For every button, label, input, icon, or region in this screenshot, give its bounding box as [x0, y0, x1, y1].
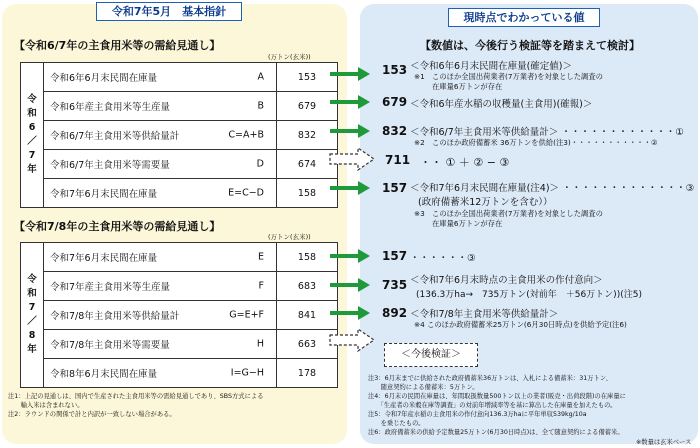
right-note: 注5：令和7年産水稲の主食用米の作付意向136.3万haに平年単収539kg/10a — [368, 411, 587, 418]
section2-unit: (万トン(玄米)) — [268, 233, 311, 241]
left-note-1: 注1：上記の見通しは、国内で生産された主食用米等の需給見通しであり、SBS方式による — [8, 393, 264, 400]
row-label: 令和7年6月末民間在庫量 E — [44, 243, 277, 272]
table-row — [21, 301, 338, 330]
arrow-head-icon — [358, 181, 370, 195]
item-note: ※1 このほか全国出荷業者(7万業者)を対象とした調査の — [414, 72, 603, 81]
right-note: 随意契約による備蓄米：5万トン。 — [368, 384, 479, 391]
row-value: 153 — [277, 63, 338, 92]
left-note-3: 注2：ラウンドの関係で計と内訳が一致しない場合がある。 — [8, 411, 176, 418]
right-note: 「生産者の米穀在庫等調査」の対前年増減率等を基に算出した在庫量を加えたもの。 — [368, 402, 617, 409]
item-subtext: (政府備蓄米12万トンを含む）） — [418, 197, 553, 208]
arrow — [330, 254, 360, 258]
item-text: ＜令和7年6月末時点の主食用米の作付意向＞ — [410, 275, 603, 286]
right-note: 注3：6月末までに供給された政府備蓄米36万トンは、入札による備蓄米：31万トン、 — [368, 375, 612, 382]
arrow-head-icon — [358, 249, 370, 263]
right-footer: ※数量は玄米ベース — [636, 439, 692, 446]
future-review-box — [384, 343, 478, 367]
item-text: ＜令和7/8年主食用米等供給量計＞ — [410, 309, 559, 320]
arrow-head-icon — [358, 67, 370, 81]
value-157-b: 157 — [382, 249, 408, 263]
row-value: 158 — [277, 179, 338, 208]
vertical-year-label: 令 和 6 ／ 7 年 — [21, 63, 44, 208]
arrow — [330, 72, 360, 76]
item-text: ＜令和6年産水稲の収穫量(主食用)(確報)＞ — [410, 99, 593, 110]
row-label: 令和7年産主食用米等生産量 F — [44, 272, 277, 301]
item-note: ※2 このほか政府備蓄米 36万トンを供給(注3)・・・・・・・・・・・② — [414, 138, 658, 147]
item-subtext: (136.3万ha→ 735万トン(対前年 ＋56万トン))(注5) — [416, 290, 642, 300]
right-note: を乗じたもの。 — [368, 420, 425, 427]
dashed-arrow-icon — [328, 146, 376, 172]
row-value: 158 — [277, 243, 338, 272]
section2-title: 【令和7/8年の主食用米等の需給見通し】 — [14, 220, 221, 233]
row-value: 679 — [277, 92, 338, 121]
value-157: 157 — [382, 181, 408, 195]
row-label: 令和6/7年主食用米等需要量 D — [44, 150, 277, 179]
row-label: 令和8年6月末民間在庫量 I=G−H — [44, 359, 277, 388]
row-value: 683 — [277, 272, 338, 301]
item-note: 在庫量6万トンが存在 — [432, 219, 503, 228]
table-row — [21, 92, 338, 121]
value-832: 832 — [382, 124, 408, 138]
arrow-head-icon — [358, 124, 370, 138]
item-note: 在庫量6万トンが存在 — [432, 82, 503, 91]
item-text: ＜令和7年6月末民間在庫量(注4)＞ ・・・・・・・・・・・・・③ — [410, 183, 695, 194]
table-row — [21, 359, 338, 388]
future-review-label: ＜今後検証＞ — [401, 349, 461, 360]
left-header: 令和7年5月 基本指針 — [96, 2, 242, 21]
row-value: 674 — [277, 150, 338, 179]
arrow — [330, 129, 360, 133]
row-label: 令和6年6月末民間在庫量 A — [44, 63, 277, 92]
table-2024 — [20, 62, 338, 208]
row-value: 841 — [277, 301, 338, 330]
item-note: ※3 このほか全国出荷業者(7万業者)を対象とした調査の — [414, 209, 603, 218]
right-note: 注4：6月末の民間在庫量は、年間取扱数量500トン以上の業者(販売・出荷段階)の在庫量に — [368, 393, 626, 400]
arrow-head-icon — [358, 306, 370, 320]
value-153: 153 — [382, 63, 408, 77]
value-892: 892 — [382, 306, 408, 320]
table-row — [21, 330, 338, 359]
item-text: ・・・・・・③ — [410, 253, 476, 264]
right-note: 注6：政府備蓄米の供給予定数量25万トン(6月30日時点)は、全て随意契約による備蓄米。 — [368, 429, 624, 436]
table-row — [21, 243, 338, 272]
value-735: 735 — [382, 278, 408, 292]
section1-title: 【令和6/7年の主食用米等の需給見通し】 — [14, 39, 221, 52]
item-text: ＜令和6/7年主食用米等供給量計＞ ・・・・・・・・・・・・① — [410, 127, 684, 138]
table-row — [21, 179, 338, 208]
value-711: 711 — [385, 153, 411, 167]
right-header: 現時点でわかっている値 — [448, 8, 600, 27]
item-note: ※4 このほか政府備蓄米25万トン(6月30日時点)を供給予定(注6) — [414, 320, 627, 329]
section1-unit: (万トン(玄米)) — [268, 53, 311, 61]
row-label: 令和7/8年主食用米等供給量計 G=E+F — [44, 301, 277, 330]
arrow — [330, 283, 360, 287]
table-row — [21, 121, 338, 150]
value-679: 679 — [382, 95, 408, 109]
row-label: 令和7/8年主食用米等需要量 H — [44, 330, 277, 359]
arrow-head-icon — [358, 278, 370, 292]
table-row — [21, 272, 338, 301]
arrow — [330, 311, 360, 315]
arrow-head-icon — [358, 95, 370, 109]
vertical-year-label: 令 和 7 ／ 8 年 — [21, 243, 44, 388]
row-label: 令和6/7年主食用米等供給量計 C=A+B — [44, 121, 277, 150]
right-subtitle: 【数値は、今後行う検証等を踏まえて検討】 — [420, 39, 640, 52]
left-note-2: 輸入米は含まれない。 — [8, 402, 84, 409]
table-2025 — [20, 242, 338, 388]
row-value: 832 — [277, 121, 338, 150]
row-value: 178 — [277, 359, 338, 388]
item-text: ・・ ① ＋ ② − ③ — [420, 156, 510, 169]
dashed-arrow-icon — [328, 327, 376, 353]
row-label: 令和7年6月末民間在庫量 E=C−D — [44, 179, 277, 208]
row-value: 663 — [277, 330, 338, 359]
table-row — [21, 150, 338, 179]
arrow — [330, 186, 360, 190]
row-label: 令和6年産主食用米等生産量 B — [44, 92, 277, 121]
arrow — [330, 100, 360, 104]
table-row — [21, 63, 338, 92]
item-text: ＜令和6年6月末民間在庫量(確定値)＞ — [410, 61, 573, 72]
